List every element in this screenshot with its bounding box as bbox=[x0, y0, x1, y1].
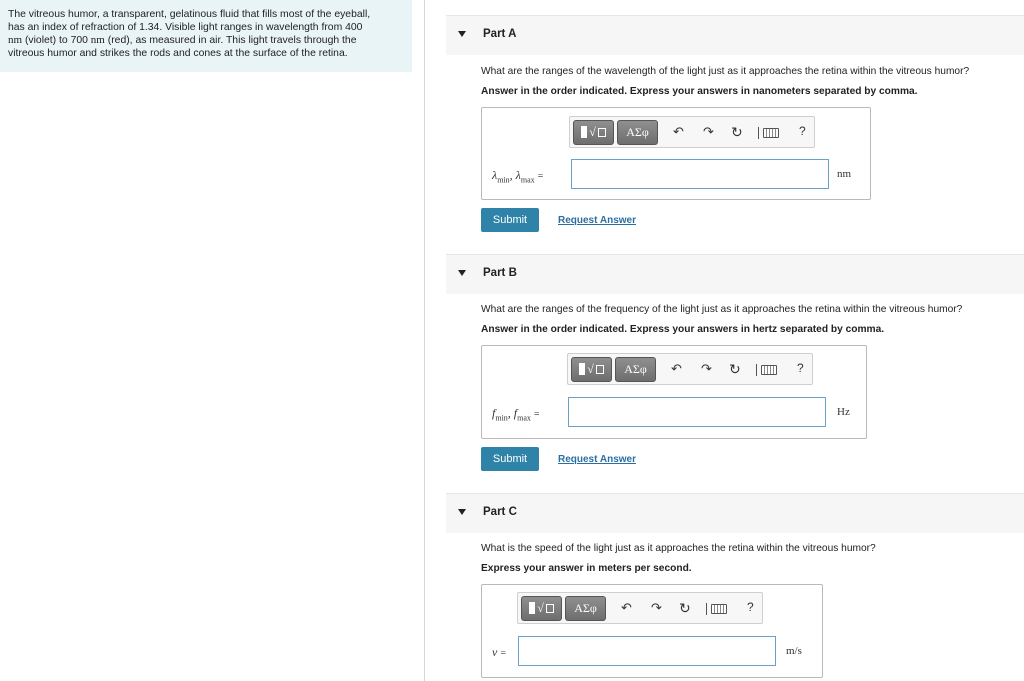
greek-symbols-button[interactable]: ΑΣφ bbox=[617, 120, 658, 145]
equals-sign: = bbox=[533, 409, 540, 420]
unit-nm: nm bbox=[8, 34, 23, 47]
toolbar-separator bbox=[706, 603, 707, 615]
variable-symbol: f bbox=[492, 406, 496, 420]
unit-nm: nm bbox=[90, 34, 105, 47]
greek-symbols-button[interactable]: ΑΣφ bbox=[565, 596, 606, 621]
unit-label: nm bbox=[837, 168, 852, 180]
problem-statement bbox=[0, 0, 412, 72]
variable-subscript: max bbox=[517, 413, 531, 423]
problem-line-2: has an index of refraction of 1.34. Visible light ranges in wavelength from 400 bbox=[8, 21, 363, 33]
math-toolbar bbox=[517, 592, 763, 624]
unit-label: Hz bbox=[837, 406, 850, 418]
redo-icon[interactable]: ↷ bbox=[651, 600, 662, 615]
variable-separator: , bbox=[509, 168, 516, 182]
instruction-text: Express your answer in meters per second. bbox=[481, 563, 692, 574]
part-b-header[interactable] bbox=[446, 254, 1024, 294]
toolbar-separator bbox=[758, 127, 759, 139]
instruction-text: Answer in the order indicated. Express your answers in hertz separated by comma. bbox=[481, 324, 885, 335]
submit-button[interactable]: Submit bbox=[481, 208, 539, 232]
answer-input[interactable] bbox=[568, 397, 826, 427]
equals-sign: = bbox=[537, 171, 544, 182]
part-c bbox=[446, 493, 1024, 681]
part-title: Part A bbox=[483, 28, 517, 40]
variable-label bbox=[492, 645, 506, 660]
unit-label: m/s bbox=[786, 645, 802, 657]
keyboard-icon[interactable] bbox=[711, 604, 727, 614]
part-title: Part B bbox=[483, 267, 517, 279]
variable-subscript: min bbox=[497, 175, 510, 185]
submit-button[interactable]: Submit bbox=[481, 447, 539, 471]
keyboard-icon[interactable] bbox=[761, 365, 777, 375]
redo-icon[interactable]: ↷ bbox=[703, 124, 714, 139]
part-title: Part C bbox=[483, 506, 517, 518]
greek-symbols-button[interactable]: ΑΣφ bbox=[615, 357, 656, 382]
answer-box bbox=[481, 107, 871, 200]
math-toolbar bbox=[569, 116, 815, 148]
reset-icon[interactable]: ↻ bbox=[679, 600, 691, 616]
problem-line-4: vitreous humor and strikes the rods and cones at the surface of the retina. bbox=[8, 47, 348, 59]
help-icon[interactable]: ? bbox=[797, 361, 804, 375]
undo-icon[interactable]: ↶ bbox=[621, 600, 632, 615]
variable-label bbox=[492, 406, 540, 422]
answer-input[interactable] bbox=[518, 636, 776, 666]
reset-icon[interactable]: ↻ bbox=[729, 361, 741, 377]
variable-subscript: max bbox=[520, 175, 535, 185]
variable-symbol: λ bbox=[515, 168, 521, 182]
part-a-header[interactable] bbox=[446, 15, 1024, 55]
math-toolbar bbox=[567, 353, 813, 385]
question-text: What is the speed of the light just as it approaches the retina within the vitreous humor? bbox=[481, 543, 876, 554]
variable-symbol: v bbox=[492, 645, 498, 659]
part-c-header[interactable] bbox=[446, 493, 1024, 533]
undo-icon[interactable]: ↶ bbox=[671, 361, 682, 376]
redo-icon[interactable]: ↷ bbox=[701, 361, 712, 376]
variable-symbol: f bbox=[513, 406, 518, 420]
sqrt-template-icon[interactable]: √ bbox=[571, 357, 612, 382]
problem-line-3 bbox=[8, 34, 404, 48]
equals-sign: = bbox=[500, 648, 506, 659]
problem-line-1: The vitreous humor, a transparent, gelatinous fluid that fills most of the eyeball, bbox=[8, 9, 371, 20]
sqrt-template-icon[interactable]: √ bbox=[521, 596, 562, 621]
request-answer-link[interactable]: Request Answer bbox=[558, 454, 636, 465]
variable-label bbox=[492, 168, 543, 184]
answer-box bbox=[481, 584, 823, 678]
variable-symbol: λ bbox=[492, 168, 498, 182]
help-icon[interactable]: ? bbox=[747, 600, 754, 614]
variable-subscript: min bbox=[495, 413, 508, 423]
instruction-text: Answer in the order indicated. Express your answers in nanometers separated by comma. bbox=[481, 86, 918, 97]
problem-line-3-text: (violet) to 700 bbox=[22, 35, 91, 47]
toolbar-separator bbox=[756, 364, 757, 376]
request-answer-link[interactable]: Request Answer bbox=[558, 215, 636, 226]
part-a bbox=[446, 15, 1024, 245]
sqrt-template-icon[interactable]: √ bbox=[573, 120, 614, 145]
help-icon[interactable]: ? bbox=[799, 124, 806, 138]
undo-icon[interactable]: ↶ bbox=[673, 124, 684, 139]
part-b bbox=[446, 254, 1024, 484]
collapse-caret-icon[interactable] bbox=[458, 270, 466, 276]
answer-box bbox=[481, 345, 867, 439]
collapse-caret-icon[interactable] bbox=[458, 509, 466, 515]
question-text: What are the ranges of the wavelength of the light just as it approaches the retina within the vitreous humor? bbox=[481, 66, 970, 77]
variable-separator: , bbox=[507, 406, 514, 420]
keyboard-icon[interactable] bbox=[763, 128, 779, 138]
reset-icon[interactable]: ↻ bbox=[731, 124, 743, 140]
question-text: What are the ranges of the frequency of the light just as it approaches the retina within the vitreous humor? bbox=[481, 304, 963, 315]
problem-line-3-end: (red), as measured in air. This light travels through the bbox=[104, 35, 357, 47]
answer-input[interactable] bbox=[571, 159, 829, 189]
column-divider bbox=[424, 0, 425, 681]
collapse-caret-icon[interactable] bbox=[458, 31, 466, 37]
